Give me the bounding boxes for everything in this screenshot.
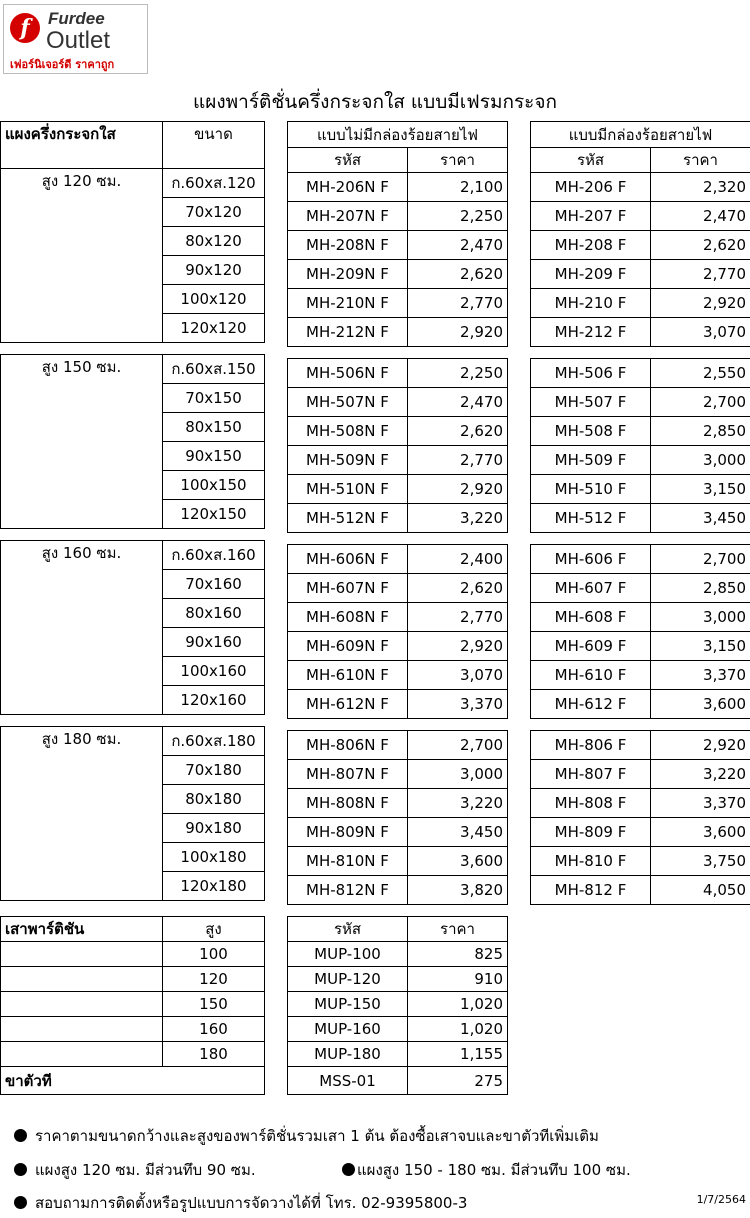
no-wire-table (287, 121, 508, 905)
code-cell: MH-510 F (531, 475, 651, 504)
code-cell: MH-507N F (288, 388, 408, 417)
price-cell: 2,620 (408, 574, 508, 603)
price-cell: 2,470 (651, 202, 750, 231)
code-cell: MH-608 F (531, 603, 651, 632)
price-cell: 2,920 (408, 632, 508, 661)
table-row (288, 173, 508, 202)
price-cell: 1,020 (408, 1017, 508, 1042)
size-cell: 70x180 (163, 756, 265, 785)
code-cell: MH-508N F (288, 417, 408, 446)
price-cell: 2,470 (408, 388, 508, 417)
price-cell: 3,370 (651, 661, 750, 690)
table-row (288, 318, 508, 347)
height-cell: 100 (163, 942, 265, 967)
code-cell: MH-606N F (288, 545, 408, 574)
group-label: สูง 160 ซม. (1, 541, 163, 715)
price-cell: 3,600 (651, 818, 750, 847)
bullet-icon (14, 1196, 27, 1209)
posts-blank-cell (1, 1042, 163, 1067)
table-row (288, 661, 508, 690)
price-cell: 2,400 (408, 545, 508, 574)
table-row (531, 260, 750, 289)
table-row (288, 545, 508, 574)
size-cell: 120x120 (163, 314, 265, 343)
table-row (288, 1017, 508, 1042)
table-row (288, 731, 508, 760)
table-row (531, 388, 750, 417)
price-cell: 3,600 (651, 690, 750, 719)
posts-label: เสาพาร์ติชัน (1, 917, 163, 942)
price-cell: 1,020 (408, 992, 508, 1017)
posts-blank-cell (1, 992, 163, 1017)
logo-icon: f (10, 13, 40, 43)
code-cell: MH-809N F (288, 818, 408, 847)
posts-height-header: สูง (163, 917, 265, 942)
table-row (531, 876, 750, 905)
price-cell: 2,920 (651, 289, 750, 318)
height-cell: 180 (163, 1042, 265, 1067)
table-row (1, 541, 265, 570)
table-row (531, 603, 750, 632)
table-row (288, 847, 508, 876)
code-cell: MH-809 F (531, 818, 651, 847)
price-cell: 2,770 (408, 603, 508, 632)
price-cell: 2,770 (408, 289, 508, 318)
code-cell: MSS-01 (288, 1067, 408, 1095)
foot-label: ขาตัวที (1, 1067, 265, 1095)
table-row (288, 202, 508, 231)
subheader-row (288, 148, 508, 173)
date-label: 1/7/2564 (696, 1193, 746, 1206)
table-row (531, 847, 750, 876)
price-cell: 1,155 (408, 1042, 508, 1067)
table-row (288, 504, 508, 533)
code-cell: MH-206 F (531, 173, 651, 202)
note-2a: แผงสูง 120 ซม. มีส่วนทึบ 90 ซม. (14, 1158, 256, 1182)
price-cell: 2,700 (651, 388, 750, 417)
code-cell: MH-807 F (531, 760, 651, 789)
code-cell: MH-212 F (531, 318, 651, 347)
code-cell: MH-210N F (288, 289, 408, 318)
table-row (531, 359, 750, 388)
code-cell: MH-506 F (531, 359, 651, 388)
size-cell: 80x180 (163, 785, 265, 814)
table-row (531, 173, 750, 202)
table-row (288, 942, 508, 967)
price-cell: 2,770 (408, 446, 508, 475)
code-cell: MH-212N F (288, 318, 408, 347)
price-cell: 3,750 (651, 847, 750, 876)
code-cell: MH-607 F (531, 574, 651, 603)
size-cell: 100x180 (163, 843, 265, 872)
table-row (288, 876, 508, 905)
table-row (288, 446, 508, 475)
code-cell: MH-508 F (531, 417, 651, 446)
note-3: สอบถามการติดตั้งหรือรูปแบบการจัดวางได้ที่ โทร. 02-9395800-3 (14, 1191, 467, 1215)
table-row (531, 417, 750, 446)
table-row (288, 388, 508, 417)
logo (3, 4, 148, 74)
posts-blank-cell (1, 942, 163, 967)
size-cell: 90x180 (163, 814, 265, 843)
code-cell: MH-612N F (288, 690, 408, 719)
table-row (531, 760, 750, 789)
code-cell: MH-506N F (288, 359, 408, 388)
table-row (1, 169, 265, 198)
table-row (531, 731, 750, 760)
table-row (288, 417, 508, 446)
code-cell: MH-810 F (531, 847, 651, 876)
code-cell: MH-606 F (531, 545, 651, 574)
logo-brand: Furdee (48, 9, 105, 28)
table-row (288, 632, 508, 661)
size-cell: 120x180 (163, 872, 265, 901)
table-row (288, 603, 508, 632)
table-row (288, 574, 508, 603)
code-cell: MH-609 F (531, 632, 651, 661)
posts-code-header: รหัส (288, 917, 408, 942)
header-row (288, 122, 508, 148)
table-row (531, 690, 750, 719)
size-cell: 90x120 (163, 256, 265, 285)
table-row (1, 727, 265, 756)
table-row (288, 992, 508, 1017)
table-row (1, 942, 265, 967)
size-cell: 80x160 (163, 599, 265, 628)
posts-blank-cell (1, 1017, 163, 1042)
code-cell: MH-207 F (531, 202, 651, 231)
size-cell: 80x120 (163, 227, 265, 256)
code-cell: MUP-120 (288, 967, 408, 992)
code-cell: MH-812N F (288, 876, 408, 905)
posts-header-row (288, 917, 508, 942)
size-cell: 90x150 (163, 442, 265, 471)
height-cell: 160 (163, 1017, 265, 1042)
price-cell: 2,770 (651, 260, 750, 289)
header-size: ขนาด (163, 122, 265, 169)
code-cell: MH-612 F (531, 690, 651, 719)
price-cell: 3,000 (651, 603, 750, 632)
page-title: แผงพาร์ติชั่นครึ่งกระจกใส แบบมีเฟรมกระจก (192, 91, 558, 113)
size-cell: 70x120 (163, 198, 265, 227)
posts-price-header: ราคา (408, 917, 508, 942)
subheader-row (531, 148, 750, 173)
price-cell: 3,150 (651, 632, 750, 661)
posts-header-row (1, 917, 265, 942)
code-cell: MH-512N F (288, 504, 408, 533)
table-row (1, 355, 265, 384)
size-cell: 90x160 (163, 628, 265, 657)
size-cell: 70x160 (163, 570, 265, 599)
table-row (531, 289, 750, 318)
table-row (531, 632, 750, 661)
table-row (288, 231, 508, 260)
table-row (531, 818, 750, 847)
price-cell: 2,620 (408, 417, 508, 446)
price-cell: 2,100 (408, 173, 508, 202)
header-with-wire: แบบมีกล่องร้อยสายไฟ (531, 122, 750, 148)
posts-blank-cell (1, 967, 163, 992)
price-cell: 2,850 (651, 574, 750, 603)
foot-row (288, 1067, 508, 1095)
table-row (531, 231, 750, 260)
price-cell: 2,850 (651, 417, 750, 446)
code-cell: MUP-100 (288, 942, 408, 967)
code-cell: MUP-180 (288, 1042, 408, 1067)
header-row (1, 122, 265, 148)
code-cell: MH-608N F (288, 603, 408, 632)
table-row (1, 1042, 265, 1067)
table-row (288, 1042, 508, 1067)
code-cell: MUP-160 (288, 1017, 408, 1042)
price-cell: 2,250 (408, 359, 508, 388)
code-cell: MUP-150 (288, 992, 408, 1017)
table-row (531, 661, 750, 690)
price-cell: 2,250 (408, 202, 508, 231)
table-row (531, 504, 750, 533)
size-cell: 70x150 (163, 384, 265, 413)
header-price: ราคา (408, 148, 508, 173)
header-code: รหัส (288, 148, 408, 173)
size-cell: 100x160 (163, 657, 265, 686)
code-cell: MH-209N F (288, 260, 408, 289)
bullet-icon (14, 1129, 27, 1142)
size-cell: 120x150 (163, 500, 265, 529)
price-cell: 910 (408, 967, 508, 992)
price-cell: 3,000 (651, 446, 750, 475)
price-cell: 3,450 (651, 504, 750, 533)
code-cell: MH-812 F (531, 876, 651, 905)
price-cell: 3,070 (408, 661, 508, 690)
code-cell: MH-510N F (288, 475, 408, 504)
group-label: สูง 150 ซม. (1, 355, 163, 529)
table-row (288, 967, 508, 992)
posts-code-table (287, 916, 508, 1095)
size-cell: ก.60xส.150 (163, 355, 265, 384)
table-row (288, 289, 508, 318)
logo-thai: เฟอร์นิเจอร์ดี ราคาถูก (10, 58, 115, 71)
code-cell: MH-509 F (531, 446, 651, 475)
header-price: ราคา (651, 148, 750, 173)
header-row (531, 122, 750, 148)
header-code: รหัส (531, 148, 651, 173)
code-cell: MH-206N F (288, 173, 408, 202)
price-cell: 4,050 (651, 876, 750, 905)
code-cell: MH-208N F (288, 231, 408, 260)
price-cell: 3,450 (408, 818, 508, 847)
code-cell: MH-209 F (531, 260, 651, 289)
table-row (288, 789, 508, 818)
price-cell: 2,920 (651, 731, 750, 760)
table-row (531, 574, 750, 603)
price-cell: 3,070 (651, 318, 750, 347)
bullet-icon (342, 1163, 355, 1176)
note-1: ราคาตามขนาดกว้างและสูงของพาร์ติชั่นรวมเสา 1 ต้น ต้องซื้อเสาจบและขาตัวทีเพิ่มเติม (14, 1124, 599, 1148)
table-row (531, 318, 750, 347)
foot-row (1, 1067, 265, 1095)
price-cell: 3,820 (408, 876, 508, 905)
price-cell: 2,700 (408, 731, 508, 760)
table-row (1, 992, 265, 1017)
price-cell: 3,220 (651, 760, 750, 789)
code-cell: MH-208 F (531, 231, 651, 260)
code-cell: MH-207N F (288, 202, 408, 231)
price-cell: 2,320 (651, 173, 750, 202)
code-cell: MH-806N F (288, 731, 408, 760)
code-cell: MH-810N F (288, 847, 408, 876)
price-cell: 2,470 (408, 231, 508, 260)
size-cell: 120x160 (163, 686, 265, 715)
code-cell: MH-509N F (288, 446, 408, 475)
code-cell: MH-806 F (531, 731, 651, 760)
table-row (288, 260, 508, 289)
code-cell: MH-610 F (531, 661, 651, 690)
code-cell: MH-610N F (288, 661, 408, 690)
code-cell: MH-609N F (288, 632, 408, 661)
table-row (531, 202, 750, 231)
table-row (1, 967, 265, 992)
price-cell: 3,220 (408, 789, 508, 818)
price-cell: 275 (408, 1067, 508, 1095)
code-cell: MH-807N F (288, 760, 408, 789)
size-cell: ก.60xส.160 (163, 541, 265, 570)
size-table (0, 121, 265, 901)
note-2b: แผงสูง 150 - 180 ซม. มีส่วนทึบ 100 ซม. (342, 1158, 631, 1182)
price-cell: 3,370 (651, 789, 750, 818)
size-cell: 80x150 (163, 413, 265, 442)
code-cell: MH-507 F (531, 388, 651, 417)
code-cell: MH-512 F (531, 504, 651, 533)
table-row (531, 446, 750, 475)
price-cell: 2,920 (408, 318, 508, 347)
bullet-icon (14, 1163, 27, 1176)
price-cell: 2,620 (408, 260, 508, 289)
size-cell: ก.60xส.180 (163, 727, 265, 756)
table-row (288, 818, 508, 847)
code-cell: MH-210 F (531, 289, 651, 318)
group-label: สูง 180 ซม. (1, 727, 163, 901)
header-no-wire: แบบไม่มีกล่องร้อยสายไฟ (288, 122, 508, 148)
size-cell: ก.60xส.120 (163, 169, 265, 198)
header-panel: แผงครึ่งกระจกใส (1, 122, 163, 169)
table-row (288, 760, 508, 789)
table-row (531, 475, 750, 504)
group-label: สูง 120 ซม. (1, 169, 163, 343)
table-row (288, 690, 508, 719)
table-row (288, 475, 508, 504)
price-cell: 2,700 (651, 545, 750, 574)
height-cell: 150 (163, 992, 265, 1017)
code-cell: MH-607N F (288, 574, 408, 603)
price-cell: 2,620 (651, 231, 750, 260)
logo-outlet: Outlet (46, 27, 111, 54)
table-row (288, 359, 508, 388)
price-cell: 3,370 (408, 690, 508, 719)
size-cell: 100x120 (163, 285, 265, 314)
size-cell: 100x150 (163, 471, 265, 500)
price-cell: 2,550 (651, 359, 750, 388)
wire-box-table (530, 121, 750, 905)
table-row (531, 545, 750, 574)
code-cell: MH-808N F (288, 789, 408, 818)
price-cell: 3,220 (408, 504, 508, 533)
price-cell: 825 (408, 942, 508, 967)
price-cell: 3,150 (651, 475, 750, 504)
table-row (531, 789, 750, 818)
code-cell: MH-808 F (531, 789, 651, 818)
posts-height-table (0, 916, 265, 1095)
price-cell: 2,920 (408, 475, 508, 504)
price-cell: 3,000 (408, 760, 508, 789)
price-cell: 3,600 (408, 847, 508, 876)
table-row (1, 1017, 265, 1042)
height-cell: 120 (163, 967, 265, 992)
